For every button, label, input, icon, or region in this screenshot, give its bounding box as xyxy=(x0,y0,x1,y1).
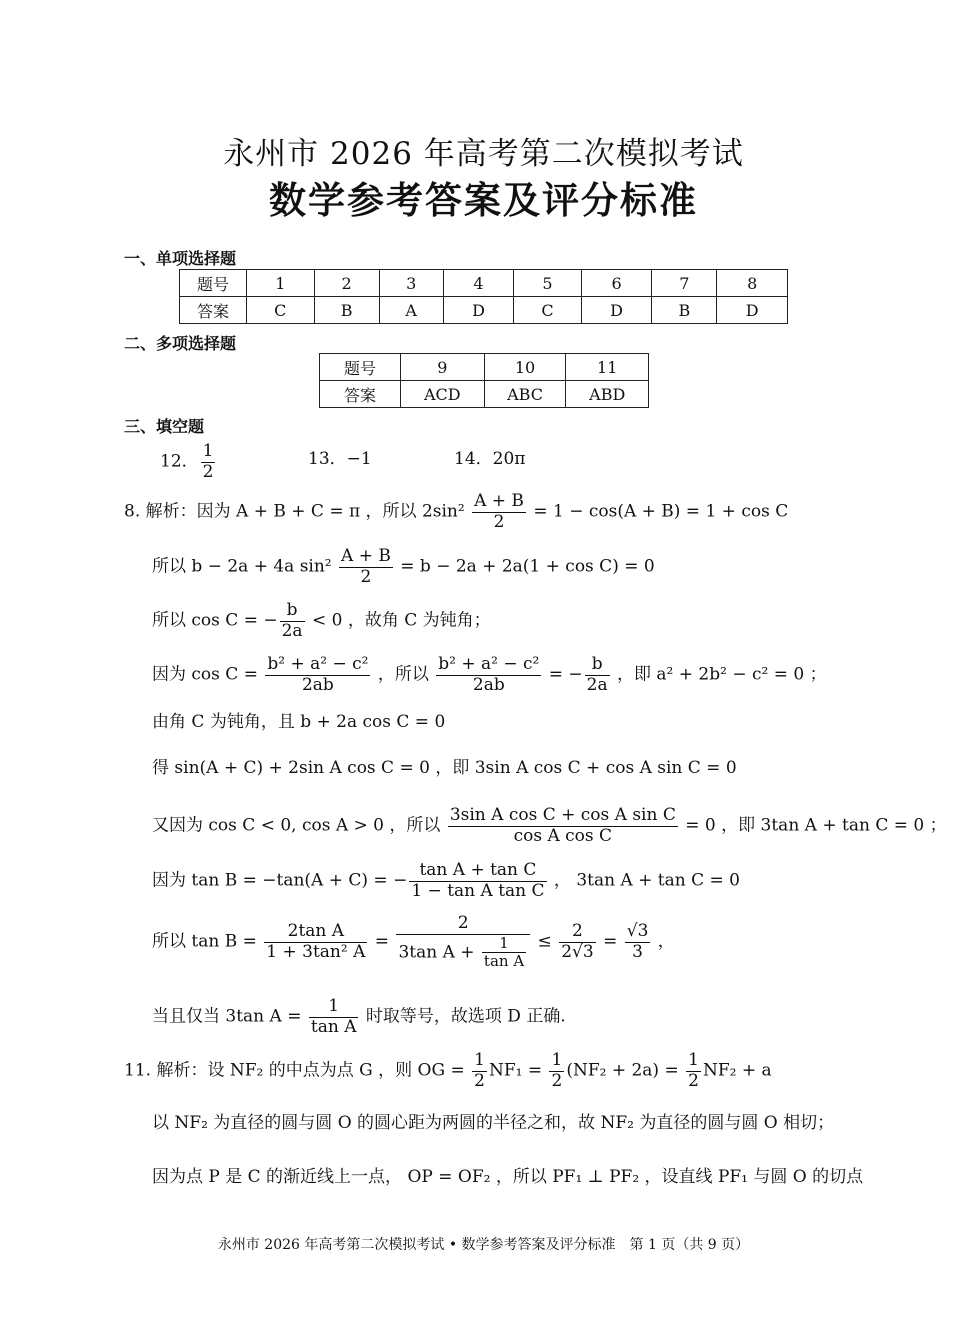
fraction: $\frac{\text{tan A + tan C}}{\text{1 − tan A tan C}}$ xyxy=(411,860,545,901)
text: NF₂ + a xyxy=(702,1060,772,1081)
text: = b − 2a + 2a(1 + cos C) = 0 xyxy=(394,556,655,577)
text: 所以 tan B = xyxy=(152,931,263,952)
solution-11-line-2: 以 NF₂ 为直径的圆与圆 O 的圆心距为两圆的半径之和，故 NF₂ 为直径的圆与圆 O 相切； xyxy=(152,1113,835,1133)
table-header-cell: 答案 xyxy=(320,381,401,408)
fraction: 2 3tan A + $\frac{1}{\text{tan A}}$ xyxy=(396,914,530,970)
table-cell: A xyxy=(379,297,443,324)
table-cell: 8 xyxy=(717,270,788,297)
text: 因为 A + B + C = π ，所以 2sin² xyxy=(196,501,471,522)
table-cell: 3 xyxy=(379,270,443,297)
exam-title: 永州市 2026 年高考第二次模拟考试 xyxy=(223,136,744,172)
solution-label: 11. 解析： xyxy=(124,1060,208,1081)
text: = 0 ，即 3tan A + tan C = 0 ； xyxy=(679,815,947,836)
solution-11-line-3: 因为点 P 是 C 的渐近线上一点， OP = OF₂ ，所以 PF₁ ⊥ PF₂ ，设直线 PF₁ 与圆 O 的切点 xyxy=(152,1167,864,1187)
text: 设 NF₂ 的中点为点 G ，则 OG = xyxy=(207,1060,471,1081)
text: ≤ xyxy=(532,931,558,952)
solution-8-line-6: 得 sin(A + C) + 2sin A cos C = 0 ，即 3sin A cos C + cos A sin C = 0 xyxy=(152,758,737,778)
fraction: $\frac{1}{2}$ xyxy=(551,1050,563,1091)
solution-8-line-5: 由角 C 为钝角，且 b + 2a cos C = 0 xyxy=(152,712,446,732)
table-cell: 1 xyxy=(247,270,315,297)
fraction: $\frac{1}{2}$ xyxy=(688,1050,699,1091)
table-cell: 7 xyxy=(652,270,717,297)
text: NF₁ = xyxy=(488,1060,548,1081)
table-cell: C xyxy=(514,297,582,324)
text: 3tan A + xyxy=(398,941,480,962)
table-header-cell: 题号 xyxy=(180,270,247,297)
text: ， xyxy=(652,931,675,952)
fraction: $\frac{\text{2tan A}}{\text{1 + 3tan² A}}$ xyxy=(266,920,366,962)
fraction: $\frac{A + B}{2}$ xyxy=(341,546,391,587)
table-header-cell: 题号 xyxy=(320,354,401,381)
table-row xyxy=(180,297,788,324)
table-cell: ABC xyxy=(484,381,566,408)
fraction: $\frac{A + B}{2}$ xyxy=(474,491,524,532)
fraction: $\frac{2}{2√3}$ xyxy=(561,920,594,962)
fraction: $\frac{b}{2a}$ xyxy=(281,600,303,641)
table-header-cell: 答案 xyxy=(180,297,247,324)
multiple-choice-answer-table xyxy=(319,353,649,408)
table-row xyxy=(180,270,788,297)
table-cell: B xyxy=(314,297,379,324)
solution-8-line-1 xyxy=(124,492,788,532)
text: ，即 a² + 2b² − c² = 0 ； xyxy=(611,664,827,685)
text: = 1 − cos(A + B) = 1 + cos C xyxy=(527,501,789,522)
table-cell: B xyxy=(652,297,717,324)
answer-q12 xyxy=(160,442,217,482)
fraction: $\frac{√3}{3}$ xyxy=(626,920,649,962)
table-cell: 6 xyxy=(581,270,652,297)
table-cell: 5 xyxy=(514,270,582,297)
answer-label: 12． xyxy=(160,451,199,472)
text: ，所以 xyxy=(372,664,435,685)
fraction: $\frac{1}{\text{tan A}}$ xyxy=(310,996,357,1037)
section-heading-fill-in: 三、填空题 xyxy=(124,417,205,436)
solution-11-line-1 xyxy=(124,1051,772,1091)
table-cell: 2 xyxy=(314,270,379,297)
solution-8-line-10 xyxy=(152,997,566,1037)
fraction: $\frac{1}{2}$ xyxy=(474,1050,485,1091)
single-choice-answer-table xyxy=(179,269,788,324)
table-cell: ACD xyxy=(401,381,485,408)
solution-8-line-7 xyxy=(152,806,947,846)
solution-8-line-2 xyxy=(152,547,655,587)
table-row xyxy=(320,381,649,408)
table-cell: 10 xyxy=(484,354,566,381)
fraction: $\frac{\text{b² + a² − c²}}{2ab}$ xyxy=(438,654,540,695)
text: 因为 tan B = −tan(A + C) = − xyxy=(152,870,408,891)
text: 因为 cos C = xyxy=(152,664,264,685)
table-cell: C xyxy=(247,297,315,324)
solution-8-line-9 xyxy=(152,914,675,970)
table-row xyxy=(320,354,649,381)
table-cell: ABD xyxy=(566,381,649,408)
text: 时取等号，故选项 D 正确. xyxy=(360,1006,566,1027)
table-cell: D xyxy=(581,297,652,324)
text: = xyxy=(369,931,395,952)
table-cell: D xyxy=(717,297,788,324)
text: = xyxy=(597,931,623,952)
fraction: $\frac{b}{2a}$ xyxy=(586,654,608,695)
solution-8-line-4 xyxy=(152,655,827,695)
text: (NF₂ + 2a) = xyxy=(566,1060,685,1081)
text: 所以 cos C = − xyxy=(152,610,278,631)
text: = − xyxy=(543,664,583,685)
section-heading-single-choice: 一、单项选择题 xyxy=(124,249,237,268)
page-footer: 永州市 2026 年高考第二次模拟考试 • 数学参考答案及评分标准 第 1 页（共 9 页） xyxy=(217,1237,750,1253)
table-cell: D xyxy=(443,297,514,324)
solution-8-line-3 xyxy=(152,601,491,641)
answer-q13: 13．−1 xyxy=(308,449,372,469)
text: 又因为 cos C < 0, cos A > 0 ，所以 xyxy=(152,815,446,836)
text: ， 3tan A + tan C = 0 xyxy=(548,870,740,891)
fraction: $\frac{\text{3sin A cos C + cos A sin C}}{\text{cos A cos C}}$ xyxy=(449,805,676,846)
text: < 0 ，故角 C 为钝角； xyxy=(306,610,491,631)
solution-label: 8. 解析： xyxy=(124,501,197,522)
fraction: $\frac{1}{2}$ xyxy=(202,441,214,482)
text: 所以 b − 2a + 4a sin² xyxy=(152,556,338,577)
table-cell: 4 xyxy=(443,270,514,297)
table-cell: 11 xyxy=(566,354,649,381)
text: 当且仅当 3tan A = xyxy=(152,1006,307,1027)
fraction: $\frac{\text{b² + a² − c²}}{2ab}$ xyxy=(267,654,369,695)
answer-q14: 14．20π xyxy=(454,449,526,469)
section-heading-multiple-choice: 二、多项选择题 xyxy=(124,334,237,353)
fraction: $\frac{1}{\text{tan A}}$ xyxy=(483,933,525,970)
document-subtitle: 数学参考答案及评分标准 xyxy=(269,179,698,222)
solution-8-line-8 xyxy=(152,861,740,901)
table-cell: 9 xyxy=(401,354,485,381)
